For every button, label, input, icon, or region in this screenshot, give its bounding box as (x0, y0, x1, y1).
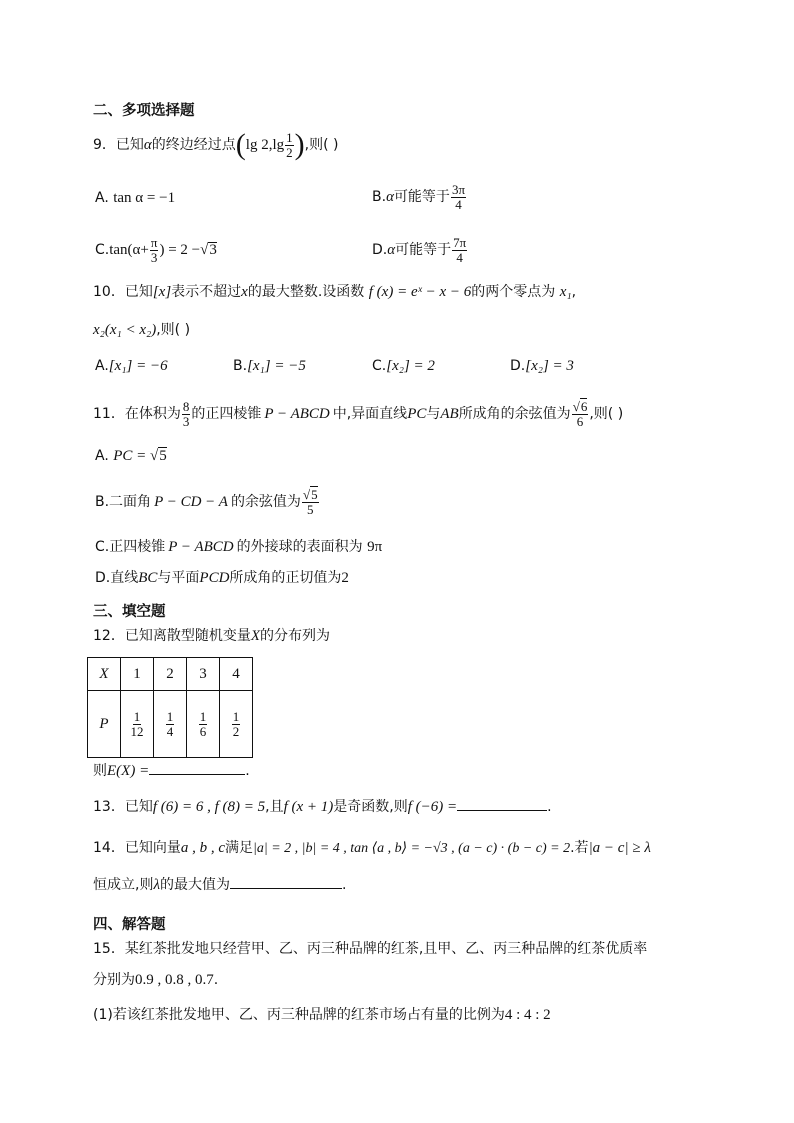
table-row (88, 658, 253, 691)
q15-line1: 15．某红茶批发地只经营甲、乙、丙三种品牌的红茶,且甲、乙、丙三种品牌的红茶优质率 (93, 941, 648, 957)
q9-option-d: D. α 可能等于 $\frac{7\pi}{4}$ (372, 234, 467, 265)
q9-text-a: 9．已知 (93, 137, 144, 153)
q9-option-b: B. α 可能等于 $\frac{3\pi}{4}$ (372, 181, 466, 212)
q9-half: $\frac{1}{2}$ (286, 129, 293, 160)
q12-stem: 12．已知离散型随机变量X的分布列为 (93, 628, 330, 644)
section-heading-multi: 二、多项选择题 (93, 103, 195, 119)
answer-blank[interactable] (149, 774, 245, 775)
q9-text-b: 的终边经过点 (151, 137, 236, 153)
table-cell: $\frac{1}{4}$ (154, 691, 187, 758)
q9-stem (93, 128, 338, 162)
table-cell: 2 (154, 658, 187, 691)
q11-option-c: C.正四棱锥 P − ABCD 的外接球的表面积为 9π (95, 539, 383, 555)
table-row (88, 691, 253, 758)
table-cell: 3 (187, 658, 220, 691)
table-cell: P (88, 691, 121, 758)
q9-right-paren: ) (294, 128, 305, 161)
q10-option-b: B.[x₁] = −5 (233, 358, 306, 374)
q9-point: lg 2,lg (245, 136, 285, 153)
q10-stem-line1: 10．已知[x]表示不超过x的最大整数.设函数 f (x) = eˣ − x − 6的两个零点为 x₁, (93, 284, 577, 300)
answer-blank[interactable] (457, 810, 547, 811)
q14-stem-line2: 恒成立,则λ的最大值为 . (93, 877, 347, 893)
q10-option-a: A.[x₁] = −6 (95, 358, 168, 374)
q11-option-a: A. PC = √5 (95, 448, 167, 464)
q9-left-paren: ( (235, 128, 246, 161)
q9-option-a: A. tan α = −1 (95, 190, 176, 206)
q9-text-c: ,则( ) (304, 137, 339, 153)
table-cell: $\frac{1}{12}$ (121, 691, 154, 758)
section-heading-fill: 三、填空题 (93, 604, 166, 620)
distribution-table (87, 657, 253, 758)
q9-alpha: α (143, 136, 152, 153)
table-cell: $\frac{1}{2}$ (220, 691, 253, 758)
q11-stem: 11．在体积为 $\frac{8}{3}$ 的正四棱锥 P − ABCD 中,异面直线 PC 与 AB 所成角的余弦值为 $\frac{√6}{6}$ ,则( ) (93, 398, 624, 429)
table-cell: $\frac{1}{6}$ (187, 691, 220, 758)
q9-option-c: C. tan(α+ $\frac{\pi}{3}$ ) = 2 − √ 3 (95, 234, 217, 265)
answer-blank[interactable] (230, 888, 342, 889)
q10-option-c: C.[x₂] = 2 (372, 358, 435, 374)
q11-option-b: B.二面角 P − CD − A 的余弦值为 $\frac{√5}{5}$ (95, 486, 318, 517)
q10-option-d: D.[x₂] = 3 (510, 358, 574, 374)
q12-answer-line: 则E(X) = . (93, 763, 250, 779)
q10-stem-line2: x₂(x₁ < x₂),则( ) (93, 322, 191, 338)
q15-line3: (1)若该红茶批发地甲、乙、丙三种品牌的红茶市场占有量的比例为4 : 4 : 2 (93, 1007, 551, 1023)
table-cell: X (88, 658, 121, 691)
q11-option-d: D.直线BC与平面PCD所成角的正切值为2 (95, 570, 349, 586)
q13-stem: 13．已知f (6) = 6 , f (8) = 5,且f (x + 1)是奇函数,则f (−6) = . (93, 799, 552, 815)
table-cell: 1 (121, 658, 154, 691)
q14-stem-line1: 14．已知向量a , b , c满足|a| = 2 , |b| = 4 , tan ⟨a , b⟩ = −√3 , (a − c) · (b − c) = 2.若|a − c| ≥ λ (93, 840, 651, 856)
section-heading-answer: 四、解答题 (93, 917, 166, 933)
table-cell: 4 (220, 658, 253, 691)
q15-line2: 分别为0.9 , 0.8 , 0.7. (93, 972, 219, 988)
